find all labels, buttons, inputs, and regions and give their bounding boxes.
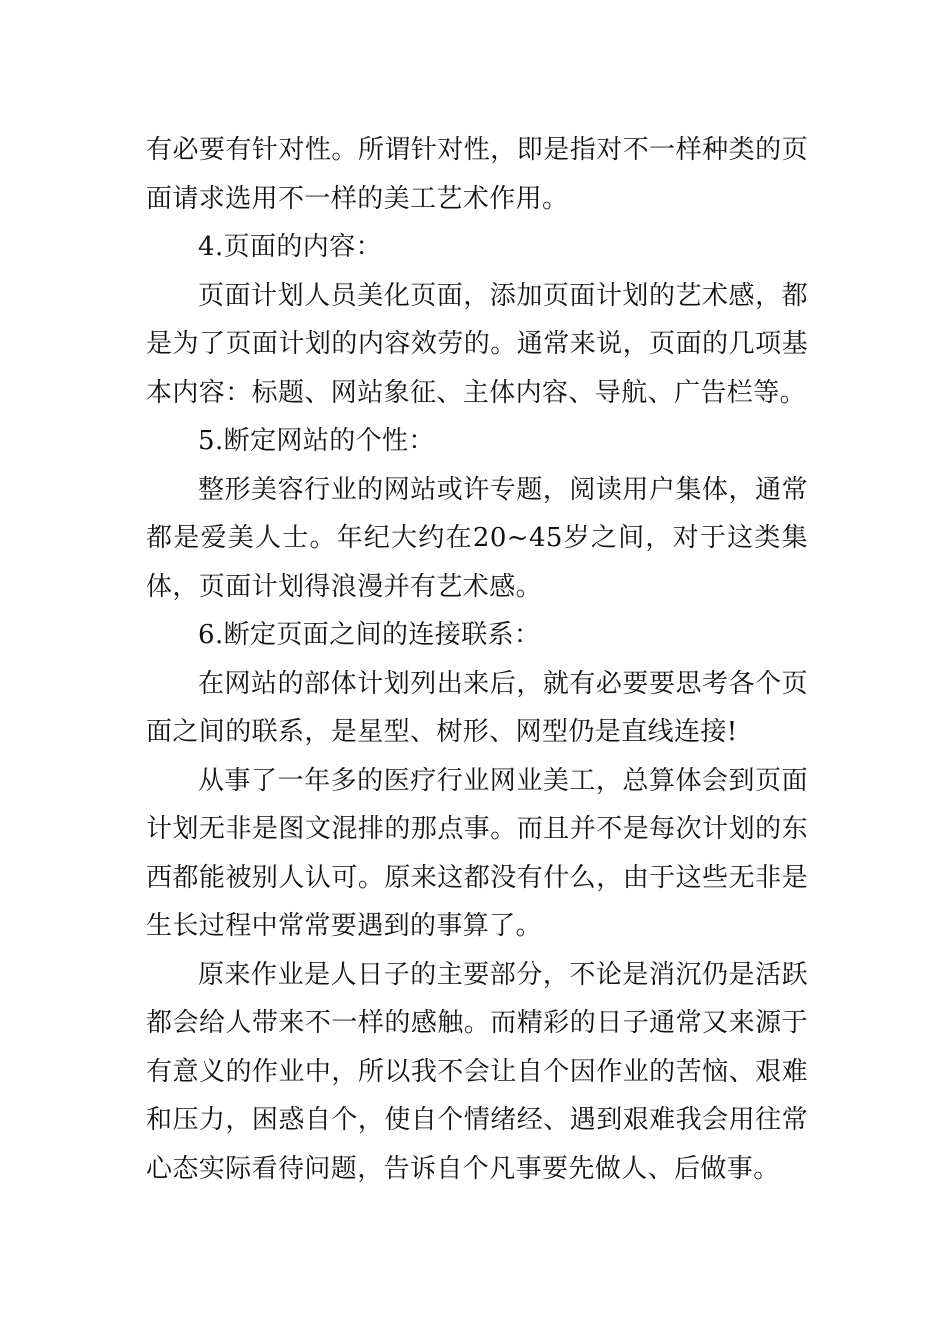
paragraph-continuation: 有必要有针对性。所谓针对性，即是指对不一样种类的页面请求选用不一样的美工艺术作用。 — [146, 135, 808, 214]
section-heading-4: 4.页面的内容： — [198, 232, 383, 262]
paragraph-experience: 从事了一年多的医疗行业网业美工，总算体会到页面计划无非是图文混排的那点事。而且并不是每次计划的东西都能被别人认可。原来这都没有什么，由于这些无非是生长过程中常常要遇到的事算了。 — [146, 765, 808, 941]
paragraph-page-content: 页面计划人员美化页面，添加页面计划的艺术感，都是为了页面计划的内容效劳的。通常来说，页面的几项基本内容：标题、网站象征、主体内容、导航、广告栏等。 — [146, 280, 808, 408]
section-heading-6: 6.断定页面之间的连接联系： — [198, 620, 541, 650]
paragraph-site-personality: 整形美容行业的网站或许专题，阅读用户集体，通常都是爱美人士。年纪大约在20~45岁之间，对于这类集体，页面计划得浪漫并有艺术感。 — [146, 474, 808, 602]
paragraph-page-links: 在网站的部体计划列出来后，就有必要要思考各个页面之间的联系，是星型、树形、网型仍是直线连接! — [146, 668, 808, 747]
document-body — [146, 126, 808, 1193]
paragraph-reflection: 原来作业是人日子的主要部分，不论是消沉仍是活跃都会给人带来不一样的感触。而精彩的日子通常又来源于有意义的作业中，所以我不会让自个因作业的苦恼、艰难和压力，困惑自个，使自个情绪经、遇到艰难我会用往常心态实际看待问题，告诉自个凡事要先做人、后做事。 — [146, 959, 808, 1184]
section-heading-5: 5.断定网站的个性： — [198, 426, 435, 456]
